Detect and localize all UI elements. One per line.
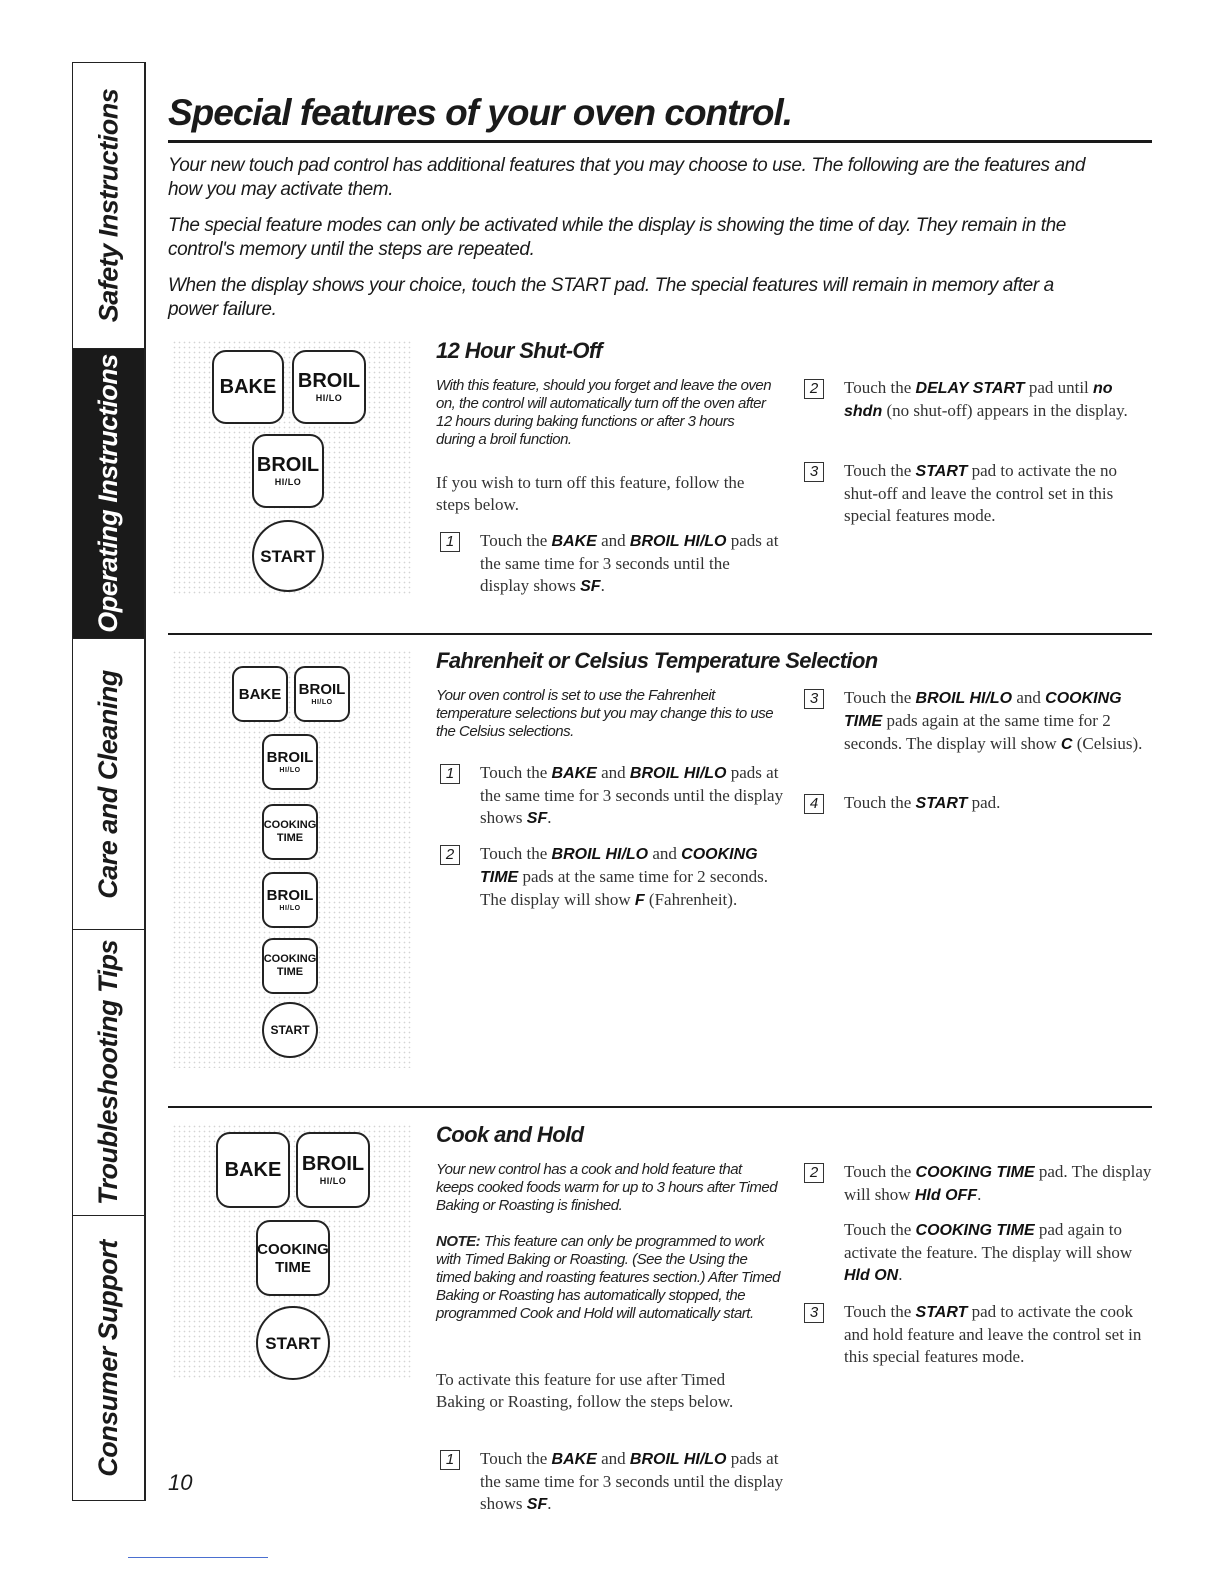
section-title-cook-and-hold: Cook and Hold xyxy=(436,1122,584,1147)
step-text: Touch the COOKING TIME pad again to activate the feature. The display will show Hld ON. xyxy=(844,1220,1133,1284)
section-rule xyxy=(168,633,1152,635)
temp-note: Your oven control is set to use the Fahrenheit temperature selections but you may change this to use the Celsius selections. xyxy=(436,687,774,740)
intro-paragraph-2: The special feature modes can only be activated while the display is showing the time of day. They remain in the control's memory until the steps are repeated. xyxy=(168,215,1066,260)
bake-pad xyxy=(232,666,288,722)
cooking-pad-label: COOKING xyxy=(263,953,317,965)
step-number: 3 xyxy=(804,462,824,482)
shutoff-step-1 xyxy=(440,530,780,598)
hilo-pad-label: HI/LO xyxy=(315,393,343,403)
broil-hilo-pad xyxy=(262,734,318,790)
tab-label: Care and Cleaning xyxy=(93,669,123,899)
hilo-pad-label: HI/LO xyxy=(274,477,302,487)
time-pad-label: TIME xyxy=(276,832,304,844)
hold-note-warning: NOTE: This feature can only be programmed to work with Timed Baking or Roasting. (See the Using the timed baking and roasting features section.) After Timed Baking or Roasting has automatically stopped, the programmed Cook and Hold will automatically start. xyxy=(436,1233,780,1322)
step-text: Touch the BROIL HI/LO and COOKING TIME pads at the same time for 2 seconds. The display will show F (Fahrenheit). xyxy=(480,844,768,909)
hilo-pad-label: HI/LO xyxy=(311,699,333,706)
bake-pad-label: BAKE xyxy=(224,1159,282,1181)
broil-hilo-pad xyxy=(294,666,350,722)
step-text: Touch the START pad to activate the cook and hold feature and leave the control set in this special features mode. xyxy=(844,1302,1142,1366)
step-text: Touch the START pad. xyxy=(844,793,1001,812)
temp-step-1 xyxy=(440,762,790,830)
start-pad-label: START xyxy=(260,546,316,566)
hilo-pad-label: HI/LO xyxy=(279,905,301,912)
broil-hilo-pad xyxy=(296,1132,370,1208)
bake-pad-label: BAKE xyxy=(219,376,277,398)
hold-note: Your new control has a cook and hold feature that keeps cooked foods warm for up to 3 hours after Timed Baking or Roasting is finished. xyxy=(436,1161,778,1214)
cooking-time-pad xyxy=(262,804,318,860)
step-text: Touch the DELAY START pad until no shdn (no shut-off) appears in the display. xyxy=(844,378,1128,420)
step-number: 3 xyxy=(804,1303,824,1323)
step-number: 1 xyxy=(440,1450,460,1470)
section-title-temperature: Fahrenheit or Celsius Temperature Selection xyxy=(436,648,878,673)
time-pad-label: TIME xyxy=(275,1258,311,1276)
start-pad-label: START xyxy=(270,1023,310,1037)
hold-pad-diagram xyxy=(172,1124,412,1380)
shutoff-step-2 xyxy=(804,377,1154,423)
hilo-pad-label: HI/LO xyxy=(279,767,301,774)
cooking-pad-label: COOKING xyxy=(257,1240,329,1258)
bake-pad xyxy=(216,1132,290,1208)
bottom-divider xyxy=(128,1557,268,1558)
intro-paragraph-1: Your new touch pad control has additional features that you may choose to use. The following are the features and how you may activate them. xyxy=(168,155,1086,200)
tab-troubleshooting-tips[interactable] xyxy=(73,930,144,1216)
step-number: 2 xyxy=(804,1163,824,1183)
section-rule xyxy=(168,1106,1152,1108)
temp-step-2 xyxy=(440,843,790,912)
start-pad xyxy=(262,1002,318,1058)
broil-pad-label: BROIL xyxy=(266,749,314,766)
broil-hilo-pad xyxy=(252,434,324,508)
hold-step-2 xyxy=(804,1161,1154,1207)
step-text: Touch the BAKE and BROIL HI/LO pads at the same time for 3 seconds until the display shows SF. xyxy=(480,1449,784,1513)
start-pad xyxy=(252,520,324,592)
start-pad xyxy=(256,1306,330,1380)
page-title: Special features of your oven control. xyxy=(168,92,793,133)
broil-pad-label: BROIL xyxy=(297,370,361,392)
side-tab-bar xyxy=(72,62,146,1501)
tab-care-and-cleaning[interactable] xyxy=(73,639,144,930)
tab-operating-instructions[interactable] xyxy=(73,349,144,639)
shutoff-pad-diagram xyxy=(172,340,412,596)
step-number: 1 xyxy=(440,764,460,784)
tab-safety-instructions[interactable] xyxy=(73,63,144,349)
title-rule xyxy=(168,140,1152,143)
broil-hilo-pad xyxy=(262,872,318,928)
step-text: Touch the COOKING TIME pad. The display will show Hld OFF. xyxy=(844,1162,1152,1204)
cooking-time-pad xyxy=(256,1220,330,1296)
tab-label: Safety Instructions xyxy=(93,88,123,323)
step-number: 3 xyxy=(804,689,824,709)
broil-pad-label: BROIL xyxy=(256,454,320,476)
shutoff-step-3 xyxy=(804,460,1154,527)
broil-hilo-pad xyxy=(292,350,366,424)
hilo-pad-label: HI/LO xyxy=(319,1176,347,1186)
shutoff-body: If you wish to turn off this feature, follow the steps below. xyxy=(436,473,745,514)
section-title-shutoff: 12 Hour Shut-Off xyxy=(436,338,602,363)
broil-pad-label: BROIL xyxy=(298,681,346,698)
broil-pad-label: BROIL xyxy=(301,1153,365,1175)
temp-step-4 xyxy=(804,792,1154,815)
hold-step-3 xyxy=(804,1301,1154,1368)
step-number: 2 xyxy=(440,845,460,865)
tab-label: Operating Instructions xyxy=(93,354,123,633)
step-number: 1 xyxy=(440,532,460,552)
hold-step-1 xyxy=(440,1448,790,1516)
cooking-time-pad xyxy=(262,938,318,994)
time-pad-label: TIME xyxy=(276,966,304,978)
bake-pad-label: BAKE xyxy=(238,685,282,703)
step-text: Touch the BROIL HI/LO and COOKING TIME pads again at the same time for 2 seconds. The display will show C (Celsius). xyxy=(844,688,1143,753)
tab-label: Troubleshooting Tips xyxy=(93,940,123,1205)
start-pad-label: START xyxy=(265,1333,321,1353)
hold-step-2-continued xyxy=(804,1219,1154,1287)
temp-pad-diagram xyxy=(172,650,412,1068)
bake-pad xyxy=(212,350,284,424)
step-number: 2 xyxy=(804,379,824,399)
page-number: 10 xyxy=(168,1470,193,1495)
tab-consumer-support[interactable] xyxy=(73,1216,144,1500)
temp-step-3 xyxy=(804,687,1154,756)
cooking-pad-label: COOKING xyxy=(263,819,317,831)
step-text: Touch the BAKE and BROIL HI/LO pads at the same time for 3 seconds until the display shows SF. xyxy=(480,531,779,595)
shutoff-note: With this feature, should you forget and leave the oven on, the control will automatically turn off the oven after 12 hours during baking functions or after 3 hours during a broil function. xyxy=(436,377,772,448)
hold-body: To activate this feature for use after Timed Baking or Roasting, follow the steps below. xyxy=(436,1370,734,1411)
tab-label: Consumer Support xyxy=(93,1239,124,1477)
step-text: Touch the START pad to activate the no shut-off and leave the control set in this special features mode. xyxy=(844,461,1118,525)
broil-pad-label: BROIL xyxy=(266,887,314,904)
intro-paragraph-3: When the display shows your choice, touch the START pad. The special features will remain in memory after a power failure. xyxy=(168,275,1054,320)
step-number: 4 xyxy=(804,794,824,814)
step-text: Touch the BAKE and BROIL HI/LO pads at the same time for 3 seconds until the display shows SF. xyxy=(480,763,784,827)
